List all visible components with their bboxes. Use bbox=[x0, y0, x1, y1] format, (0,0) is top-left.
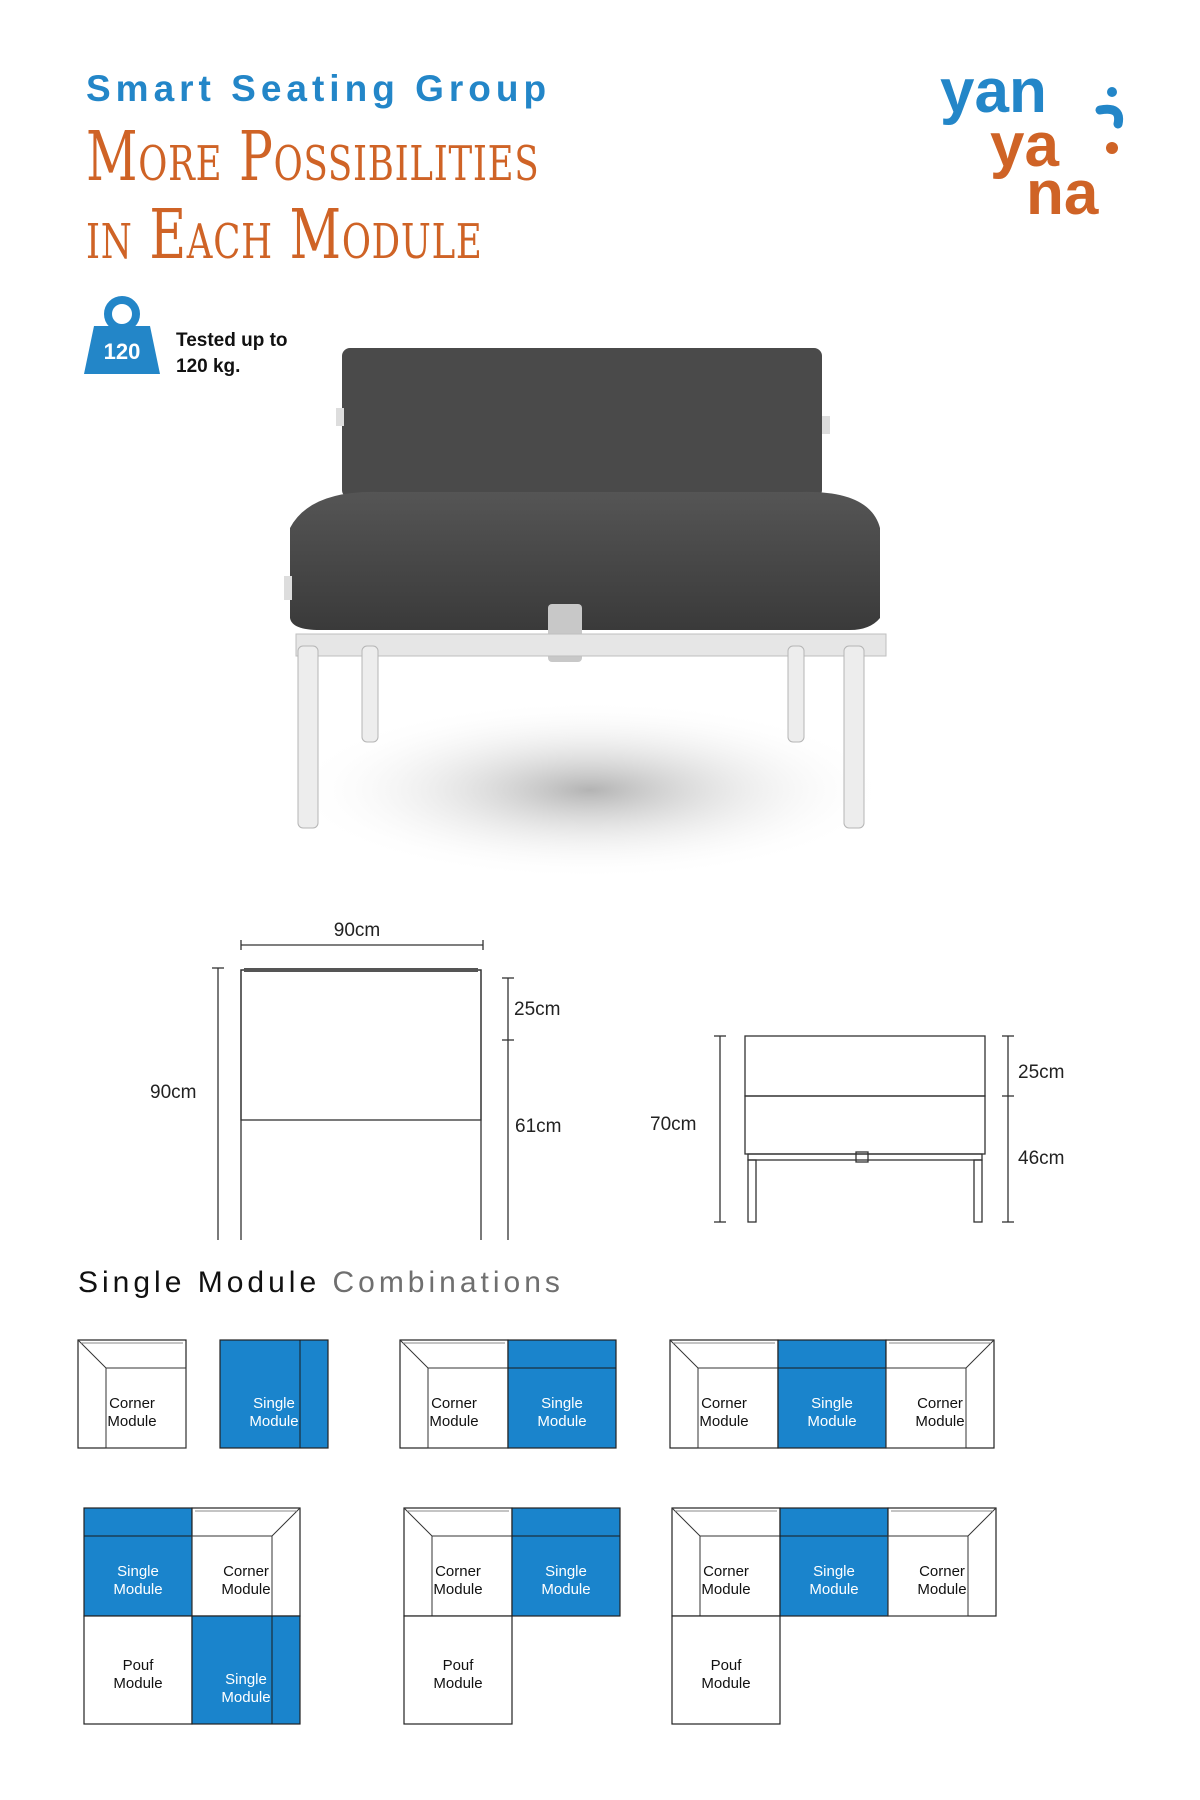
module-label-line-1: Single bbox=[117, 1563, 159, 1580]
module-label-line-1: Pouf bbox=[710, 1657, 742, 1674]
tested-line-2: 120 kg. bbox=[176, 356, 241, 377]
seat-cushion bbox=[290, 492, 880, 630]
single-module bbox=[778, 1340, 886, 1448]
module-label-line-2: Module bbox=[699, 1413, 749, 1430]
seat-depth-label: 61cm bbox=[515, 1116, 562, 1137]
module-label-line-2: Module bbox=[221, 1689, 271, 1706]
module-label-line-1: Corner bbox=[919, 1563, 965, 1580]
combinations-title-part-1: Single Module bbox=[78, 1266, 321, 1299]
module-label-line-2: Module bbox=[809, 1581, 859, 1598]
module-label-line-1: Single bbox=[541, 1395, 583, 1412]
logo-swoosh-1 bbox=[1100, 109, 1119, 124]
leg-back-left bbox=[362, 646, 378, 742]
module-label-line-1: Single bbox=[811, 1395, 853, 1412]
side-height-label: 70cm bbox=[650, 1114, 697, 1135]
single-module bbox=[192, 1616, 300, 1724]
leg-back-right bbox=[788, 646, 804, 742]
module-label-line-2: Module bbox=[433, 1581, 483, 1598]
module-label-line-2: Module bbox=[701, 1581, 751, 1598]
logo-word-1: yan bbox=[940, 62, 1047, 126]
corner-module bbox=[192, 1508, 300, 1616]
logo-word-2: ya bbox=[990, 111, 1059, 180]
top-width-label: 90cm bbox=[333, 920, 381, 941]
seat-tag bbox=[284, 576, 292, 600]
leg-front-right bbox=[844, 646, 864, 828]
module-label-line-1: Corner bbox=[917, 1395, 963, 1412]
module-label-line-1: Corner bbox=[431, 1395, 477, 1412]
tested-line-1: Tested up to bbox=[176, 330, 288, 351]
single-module bbox=[84, 1508, 192, 1616]
module-label-line-2: Module bbox=[429, 1413, 479, 1430]
backrest-tag-right bbox=[822, 416, 830, 434]
top-depth-label: 90cm bbox=[150, 1082, 197, 1103]
module-label-line-1: Pouf bbox=[442, 1657, 474, 1674]
module-label-line-1: Corner bbox=[109, 1395, 155, 1412]
corner-module bbox=[78, 1340, 186, 1448]
corner-module bbox=[404, 1508, 512, 1616]
single-module bbox=[508, 1340, 616, 1448]
module-label-line-2: Module bbox=[541, 1581, 591, 1598]
module-label-line-1: Corner bbox=[435, 1563, 481, 1580]
module-label-line-1: Corner bbox=[703, 1563, 749, 1580]
module-label-line-2: Module bbox=[249, 1413, 299, 1430]
single-module bbox=[512, 1508, 620, 1616]
module-label-line-2: Module bbox=[537, 1413, 587, 1430]
module-label-line-2: Module bbox=[113, 1675, 163, 1692]
weight-icon bbox=[84, 296, 160, 376]
single-module bbox=[220, 1340, 328, 1448]
module-label-line-1: Corner bbox=[223, 1563, 269, 1580]
corner-module bbox=[670, 1340, 778, 1448]
backrest-cushion bbox=[342, 348, 822, 498]
leg-front-left bbox=[298, 646, 318, 828]
backrest-depth-label: 25cm bbox=[514, 999, 561, 1020]
module-label-line-2: Module bbox=[107, 1413, 157, 1430]
corner-module bbox=[886, 1340, 994, 1448]
back-height-label: 25cm bbox=[1018, 1062, 1065, 1083]
brand-logo bbox=[930, 62, 1130, 222]
module-label-line-1: Corner bbox=[701, 1395, 747, 1412]
module-label-line-2: Module bbox=[807, 1413, 857, 1430]
logo-dot-2 bbox=[1106, 142, 1118, 154]
headline-line-2: in Each Module bbox=[86, 196, 483, 275]
product-photo bbox=[270, 330, 910, 890]
module-label-line-1: Single bbox=[253, 1395, 295, 1412]
combinations-title-part-2: Combinations bbox=[332, 1266, 564, 1299]
module-label-line-2: Module bbox=[113, 1581, 163, 1598]
module-label-line-2: Module bbox=[433, 1675, 483, 1692]
module-label-line-2: Module bbox=[917, 1581, 967, 1598]
logo-word-3: na bbox=[1026, 159, 1099, 222]
logo-dot-1 bbox=[1107, 87, 1117, 97]
headline-line-1: More Possibilities bbox=[86, 118, 540, 197]
side-view-drawing bbox=[714, 1036, 1014, 1222]
dimension-drawings bbox=[0, 900, 1200, 1240]
top-view-drawing bbox=[212, 940, 514, 1240]
module-label-line-2: Module bbox=[701, 1675, 751, 1692]
weight-value: 120 bbox=[103, 339, 141, 364]
module-label-line-2: Module bbox=[221, 1581, 271, 1598]
module-label-line-1: Pouf bbox=[122, 1657, 154, 1674]
module-label-line-1: Single bbox=[545, 1563, 587, 1580]
combinations-title bbox=[78, 1266, 564, 1300]
subtitle: Smart Seating Group bbox=[86, 68, 552, 109]
corner-module bbox=[672, 1508, 780, 1616]
corner-module bbox=[400, 1340, 508, 1448]
module-label-line-1: Single bbox=[813, 1563, 855, 1580]
module-label-line-2: Module bbox=[915, 1413, 965, 1430]
module-label-line-1: Single bbox=[225, 1671, 267, 1688]
backrest-tag-left bbox=[336, 408, 344, 426]
seat-height-label: 46cm bbox=[1018, 1148, 1065, 1169]
single-module bbox=[780, 1508, 888, 1616]
combination-diagrams bbox=[0, 1320, 1200, 1740]
corner-module bbox=[888, 1508, 996, 1616]
